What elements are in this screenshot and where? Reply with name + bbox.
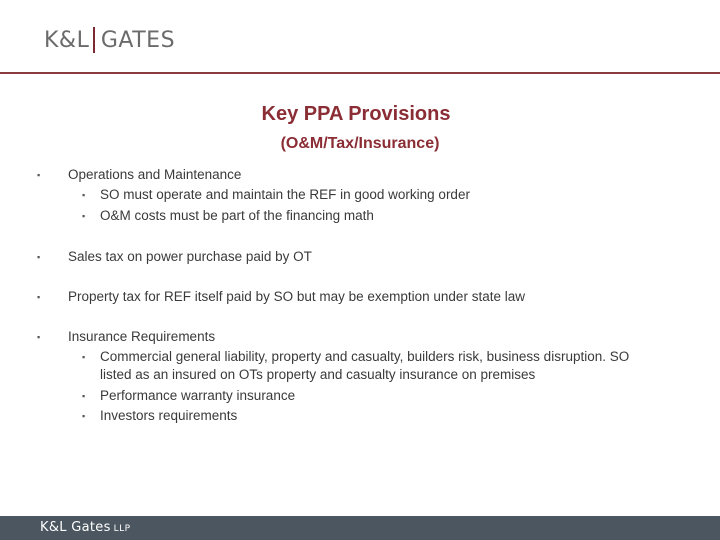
- sub-bullet-marker: ▪: [82, 190, 86, 200]
- sub-bullet-text: Investors requirements: [100, 408, 238, 423]
- sub-bullet-text: O&M costs must be part of the financing math: [100, 208, 374, 223]
- bullet-text: Insurance Requirements: [68, 329, 216, 344]
- logo-right-text: GATES: [100, 27, 176, 53]
- bullet-marker: ▪: [37, 332, 41, 342]
- slide-title: Key PPA Provisions: [261, 103, 451, 125]
- bullet-text: Operations and Maintenance: [68, 167, 242, 182]
- bullet-text: Sales tax on power purchase paid by OT: [68, 249, 312, 264]
- bullet-text: Property tax for REF itself paid by SO but may be exemption under state law: [68, 289, 525, 304]
- firm-logo: [44, 26, 175, 54]
- sub-bullet-marker: ▪: [82, 352, 86, 362]
- footer-brand-suffix: LLP: [113, 524, 131, 534]
- sub-bullet-marker: ▪: [82, 391, 86, 401]
- footer-brand: [40, 520, 131, 535]
- bullet-marker: ▪: [37, 252, 41, 262]
- sub-bullet-marker: ▪: [82, 411, 86, 421]
- sub-bullet-text: Performance warranty insurance: [100, 388, 296, 403]
- slide-title-block: [0, 103, 720, 153]
- bullet-marker: ▪: [37, 170, 41, 180]
- logo-separator: [93, 27, 95, 53]
- footer-brand-name: K&L Gates: [40, 520, 111, 535]
- sub-bullet-marker: ▪: [82, 211, 86, 221]
- sub-bullet-text: SO must operate and maintain the REF in good working order: [100, 187, 470, 202]
- logo-left-text: K&L: [44, 27, 90, 53]
- bullet-marker: ▪: [37, 292, 41, 302]
- footer-bar: [0, 516, 720, 540]
- slide-subtitle: (O&M/Tax/Insurance): [280, 135, 440, 152]
- header-rule: [0, 72, 720, 74]
- sub-bullet-text: Commercial general liability, property and casualty, builders risk, business disruption. SO listed as an insured on OTs property and casualty insurance on premises: [100, 349, 630, 382]
